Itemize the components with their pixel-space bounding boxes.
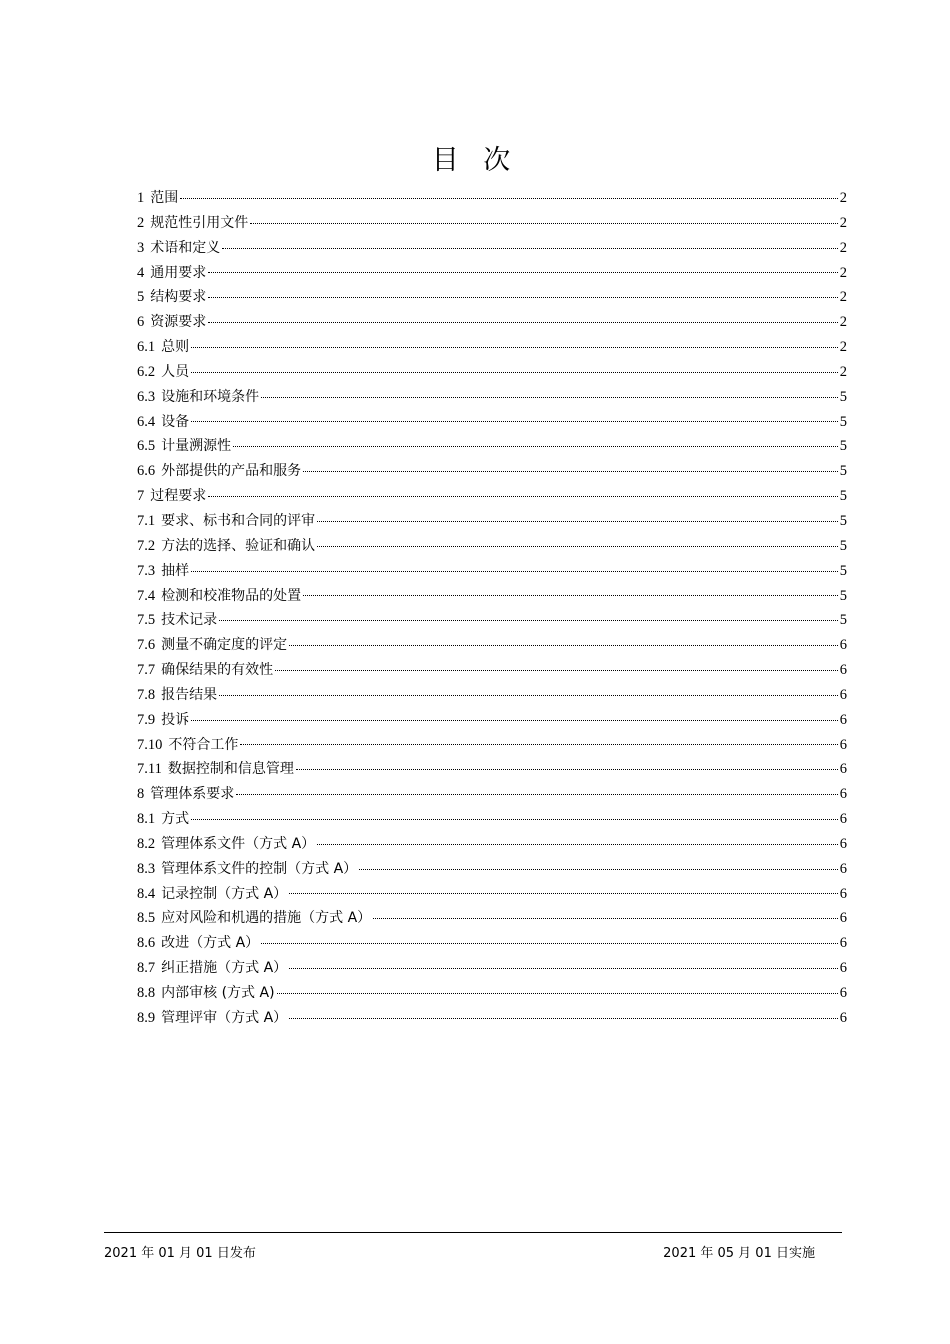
toc-entry-page: 2 bbox=[839, 190, 847, 206]
toc-entry-page: 6 bbox=[839, 711, 847, 728]
toc-entry-title: 检测和校准物品的处置 bbox=[161, 587, 302, 604]
toc-entry-number: 2 bbox=[137, 214, 145, 231]
toc-entry-page: 6 bbox=[839, 885, 847, 902]
toc-leader-dots bbox=[277, 992, 838, 994]
toc-entry-title: 内部审核 (方式 A) bbox=[161, 985, 275, 1001]
toc-entry-page: 2 bbox=[839, 363, 847, 380]
toc-entry-number: 7.10 bbox=[137, 736, 163, 753]
toc-entry-number: 7.7 bbox=[137, 662, 156, 679]
toc-entry-title: 确保结果的有效性 bbox=[161, 662, 274, 679]
toc-entry-number: 6 bbox=[137, 314, 145, 331]
toc-leader-dots bbox=[261, 942, 838, 944]
toc-entry-number: 7.6 bbox=[137, 637, 156, 654]
toc-entry[interactable] bbox=[137, 782, 847, 807]
toc-entry-page: 6 bbox=[839, 860, 847, 877]
toc-leader-dots bbox=[180, 197, 838, 199]
toc-leader-dots bbox=[303, 470, 838, 472]
toc-leader-dots bbox=[250, 222, 838, 224]
toc-entry-page: 5 bbox=[839, 488, 847, 505]
toc-entry-title: 过程要求 bbox=[150, 488, 207, 505]
toc-entry-title: 记录控制（方式 A） bbox=[161, 885, 288, 902]
toc-entry[interactable] bbox=[137, 1006, 847, 1031]
toc-entry-number: 7.3 bbox=[137, 562, 156, 579]
toc-entry-title: 方法的选择、验证和确认 bbox=[161, 537, 316, 554]
toc-entry-page: 6 bbox=[839, 686, 847, 703]
toc-entry-page: 6 bbox=[839, 662, 847, 679]
toc-leader-dots bbox=[219, 619, 838, 621]
toc-entry-number: 6.6 bbox=[137, 463, 156, 480]
toc-entry[interactable] bbox=[137, 385, 847, 410]
toc-entry-title: 管理体系文件（方式 A） bbox=[161, 835, 316, 852]
toc-entry-page: 5 bbox=[839, 438, 847, 455]
toc-entry[interactable] bbox=[137, 285, 847, 310]
toc-entry-number: 7.1 bbox=[137, 512, 156, 529]
toc-entry-number: 7.9 bbox=[137, 711, 156, 728]
toc-entry-number: 6.2 bbox=[137, 363, 156, 380]
toc-entry-number: 8 bbox=[137, 786, 145, 803]
toc-entry-title: 数据控制和信息管理 bbox=[167, 761, 294, 778]
toc-entry-page: 5 bbox=[839, 612, 847, 629]
toc-entry-title: 报告结果 bbox=[161, 686, 218, 703]
toc-entry-title: 要求、标书和合同的评审 bbox=[161, 512, 316, 529]
toc-entry[interactable] bbox=[137, 807, 847, 832]
toc-entry-number: 8.1 bbox=[137, 811, 156, 828]
toc-entry[interactable] bbox=[137, 434, 847, 459]
toc-entry-page: 6 bbox=[839, 835, 847, 852]
toc-entry-title: 计量溯源性 bbox=[161, 438, 232, 455]
toc-leader-dots bbox=[296, 768, 838, 770]
toc-entry-title: 管理评审（方式 A） bbox=[161, 1009, 288, 1026]
toc-entry-number: 4 bbox=[137, 264, 145, 281]
toc-leader-dots bbox=[373, 917, 838, 919]
toc-entry-page: 2 bbox=[839, 339, 847, 356]
toc-entry-title: 资源要求 bbox=[150, 314, 207, 331]
toc-entry-number: 3 bbox=[137, 239, 145, 256]
toc-entry-title: 术语和定义 bbox=[150, 239, 221, 256]
toc-entry-page: 6 bbox=[839, 637, 847, 654]
toc-entry-page: 5 bbox=[839, 512, 847, 529]
toc-entry-number: 8.2 bbox=[137, 835, 156, 852]
toc-entry[interactable] bbox=[137, 335, 847, 360]
toc-entry[interactable] bbox=[137, 683, 847, 708]
toc-entry[interactable] bbox=[137, 484, 847, 509]
toc-entry-number: 8.8 bbox=[137, 985, 156, 1001]
toc-entry[interactable] bbox=[137, 857, 847, 882]
toc-entry-title: 不符合工作 bbox=[168, 736, 239, 753]
toc-entry-number: 1 bbox=[137, 190, 145, 206]
footer-divider bbox=[104, 1232, 842, 1233]
toc-entry-number: 8.5 bbox=[137, 910, 156, 927]
toc-entry-number: 6.4 bbox=[137, 413, 156, 430]
toc-entry[interactable] bbox=[137, 559, 847, 584]
toc-entry-page: 2 bbox=[839, 314, 847, 331]
toc-entry-number: 8.9 bbox=[137, 1009, 156, 1026]
toc-leader-dots bbox=[208, 296, 838, 298]
table-of-contents bbox=[137, 186, 847, 1031]
toc-leader-dots bbox=[208, 495, 838, 497]
toc-entry-page: 6 bbox=[839, 811, 847, 828]
toc-leader-dots bbox=[191, 570, 838, 572]
toc-leader-dots bbox=[317, 545, 838, 547]
toc-leader-dots bbox=[317, 520, 838, 522]
toc-entry-number: 5 bbox=[137, 289, 145, 306]
toc-leader-dots bbox=[289, 1017, 838, 1019]
toc-entry-page: 2 bbox=[839, 264, 847, 281]
toc-leader-dots bbox=[191, 719, 838, 721]
toc-entry-title: 设备 bbox=[161, 413, 190, 430]
effective-date: 2021 年 05 月 01 日实施 bbox=[663, 1246, 815, 1261]
toc-entry-title: 外部提供的产品和服务 bbox=[161, 463, 302, 480]
toc-entry-title: 结构要求 bbox=[150, 289, 207, 306]
toc-entry-page: 6 bbox=[839, 736, 847, 753]
toc-entry-page: 5 bbox=[839, 388, 847, 405]
toc-entry-page: 2 bbox=[839, 289, 847, 306]
toc-leader-dots bbox=[289, 967, 838, 969]
toc-leader-dots bbox=[275, 669, 838, 671]
toc-entry-page: 2 bbox=[839, 239, 847, 256]
toc-entry-page: 5 bbox=[839, 463, 847, 480]
toc-entry[interactable] bbox=[137, 708, 847, 733]
toc-entry-number: 8.4 bbox=[137, 885, 156, 902]
toc-entry-page: 5 bbox=[839, 537, 847, 554]
toc-entry-title: 规范性引用文件 bbox=[150, 214, 249, 231]
toc-entry-number: 7 bbox=[137, 488, 145, 505]
toc-entry[interactable] bbox=[137, 211, 847, 236]
toc-entry[interactable] bbox=[137, 261, 847, 286]
toc-entry-title: 改进（方式 A） bbox=[161, 935, 260, 952]
toc-entry-number: 7.8 bbox=[137, 686, 156, 703]
toc-leader-dots bbox=[191, 371, 838, 373]
toc-entry-page: 6 bbox=[839, 985, 847, 1001]
toc-leader-dots bbox=[222, 247, 838, 249]
toc-entry-title: 通用要求 bbox=[150, 264, 207, 281]
toc-entry-number: 8.7 bbox=[137, 960, 156, 977]
toc-entry[interactable] bbox=[137, 832, 847, 857]
toc-entry[interactable] bbox=[137, 310, 847, 335]
publish-date: 2021 年 01 月 01 日发布 bbox=[104, 1246, 256, 1261]
toc-entry-title: 投诉 bbox=[161, 711, 190, 728]
toc-leader-dots bbox=[236, 793, 838, 795]
toc-entry[interactable] bbox=[137, 236, 847, 261]
toc-entry-number: 8.3 bbox=[137, 860, 156, 877]
toc-entry[interactable] bbox=[137, 956, 847, 981]
toc-entry-title: 抽样 bbox=[161, 562, 190, 579]
toc-entry-page: 5 bbox=[839, 562, 847, 579]
toc-entry[interactable] bbox=[137, 459, 847, 484]
toc-entry-title: 测量不确定度的评定 bbox=[161, 637, 288, 654]
toc-entry[interactable] bbox=[137, 757, 847, 782]
toc-entry-title: 人员 bbox=[161, 363, 190, 380]
toc-entry[interactable] bbox=[137, 534, 847, 559]
toc-entry-number: 6.1 bbox=[137, 339, 156, 356]
toc-entry[interactable] bbox=[137, 584, 847, 609]
toc-leader-dots bbox=[191, 346, 838, 348]
page-title: 目 次 bbox=[431, 145, 519, 176]
toc-leader-dots bbox=[359, 868, 838, 870]
toc-leader-dots bbox=[240, 743, 837, 745]
toc-entry-page: 5 bbox=[839, 413, 847, 430]
toc-entry-title: 应对风险和机遇的措施（方式 A） bbox=[161, 910, 372, 927]
toc-leader-dots bbox=[233, 445, 838, 447]
toc-entry-page: 6 bbox=[839, 1009, 847, 1026]
toc-leader-dots bbox=[289, 892, 838, 894]
toc-entry-page: 6 bbox=[839, 935, 847, 952]
toc-entry-page: 2 bbox=[839, 214, 847, 231]
toc-leader-dots bbox=[191, 420, 838, 422]
toc-entry-number: 7.5 bbox=[137, 612, 156, 629]
toc-leader-dots bbox=[303, 594, 838, 596]
toc-entry[interactable] bbox=[137, 608, 847, 633]
toc-leader-dots bbox=[208, 321, 838, 323]
toc-entry-number: 7.4 bbox=[137, 587, 156, 604]
toc-entry-page: 6 bbox=[839, 910, 847, 927]
toc-entry-title: 纠正措施（方式 A） bbox=[161, 960, 288, 977]
toc-entry-page: 6 bbox=[839, 761, 847, 778]
toc-entry[interactable] bbox=[137, 931, 847, 956]
toc-entry-number: 7.11 bbox=[137, 761, 162, 778]
toc-entry-number: 6.5 bbox=[137, 438, 156, 455]
toc-entry[interactable] bbox=[137, 186, 847, 211]
toc-entry[interactable] bbox=[137, 906, 847, 931]
toc-entry-number: 6.3 bbox=[137, 388, 156, 405]
toc-entry[interactable] bbox=[137, 981, 847, 1006]
toc-leader-dots bbox=[219, 694, 838, 696]
toc-entry[interactable] bbox=[137, 733, 847, 758]
toc-entry-title: 管理体系文件的控制（方式 A） bbox=[161, 860, 358, 877]
toc-leader-dots bbox=[317, 843, 838, 845]
toc-entry[interactable] bbox=[137, 509, 847, 534]
toc-entry-page: 5 bbox=[839, 587, 847, 604]
toc-leader-dots bbox=[289, 644, 838, 646]
toc-entry-title: 方式 bbox=[161, 811, 190, 828]
toc-leader-dots bbox=[261, 396, 838, 398]
toc-leader-dots bbox=[208, 271, 838, 273]
toc-entry-number: 8.6 bbox=[137, 935, 156, 952]
toc-entry-title: 技术记录 bbox=[161, 612, 218, 629]
toc-entry[interactable] bbox=[137, 633, 847, 658]
toc-entry-title: 设施和环境条件 bbox=[161, 388, 260, 405]
toc-entry-title: 总则 bbox=[161, 339, 190, 356]
toc-entry-title: 管理体系要求 bbox=[150, 786, 235, 803]
toc-entry-title: 范围 bbox=[150, 190, 179, 206]
toc-entry-number: 7.2 bbox=[137, 537, 156, 554]
toc-entry-page: 6 bbox=[839, 786, 847, 803]
toc-entry-page: 6 bbox=[839, 960, 847, 977]
toc-entry[interactable] bbox=[137, 658, 847, 683]
toc-entry[interactable] bbox=[137, 360, 847, 385]
toc-entry[interactable] bbox=[137, 882, 847, 907]
toc-leader-dots bbox=[191, 818, 838, 820]
toc-entry[interactable] bbox=[137, 410, 847, 435]
